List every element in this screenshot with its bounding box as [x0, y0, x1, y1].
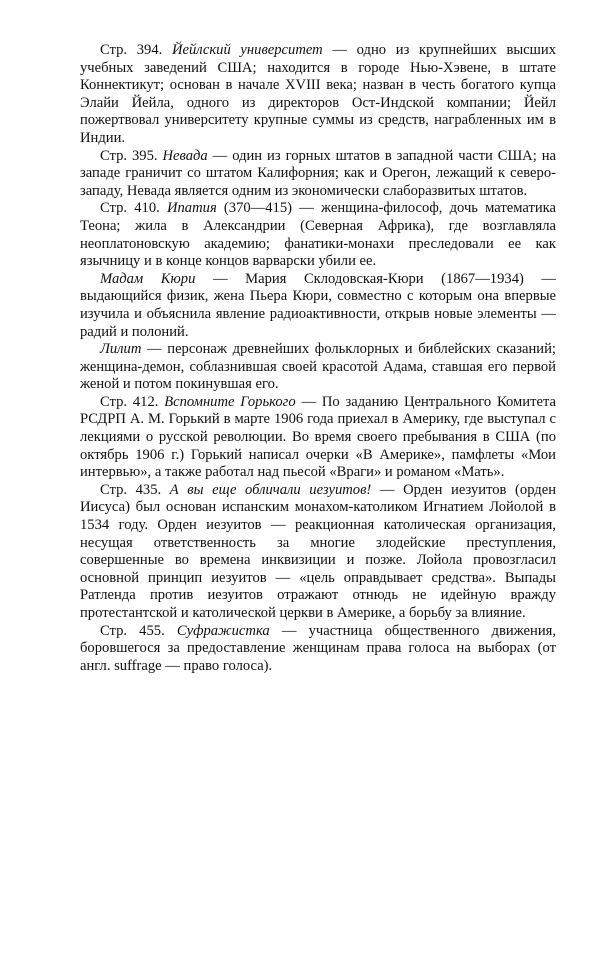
note-term: Лилит — [100, 341, 142, 358]
note-text: — персонаж древнейших фольклорных и библейских сказаний; женщина-демон, соблазнившая своей красотой Адама, ставшая его первой женой и потом покинувшая его. — [80, 341, 556, 393]
note-text: — один из горных штатов в западной части США; на западе граничит со штатом Калифорния; как и Орегон, лежащий к северо-западу, Невада является одним из экономически слаборазвитых штатов. — [80, 147, 557, 199]
note-term: А вы еще обличали иезуитов! — [169, 481, 372, 498]
note-text: — Мария Склодовская-Кюри (1867—1934) — выдающийся физик, жена Пьера Кюри, совместно с которым она впервые изучила и объяснила явление радиоактивности, открыв новые элементы — радий и полоний. — [80, 270, 557, 340]
page-reference: Стр. 435. — [100, 481, 162, 498]
note-text: — Орден иезуитов (орден Иисуса) был основан испанским монахом-католиком Игнатием Лойолой в 1534 году. Орден иезуитов — реакционная католическая организация, несущая ответственность за многие злодейские преступления, совершенные во времена инквизиции и позже. Лойола провозгласил основной принцип иезуитов — «цель оправдывает средства». Выпады Ратленда против иезуитов отражают отнюдь не идейную вражду протестантской и католической церкви в Америке, а борьбу за влияние. — [80, 481, 557, 621]
note-lilith — [80, 341, 556, 394]
note-text: — одно из крупнейших высших учебных заведений США; находится в городе Нью-Хэвене, в штате Коннектикут; основан в начале XVIII века; назван в честь богатого купца Элайи Йейла, одного из директоров Ост-Индской компании; Йейл пожертвовал университету крупные суммы из средств, награбленных им в Индии. — [80, 42, 556, 146]
note-hypatia — [80, 200, 556, 270]
note-suffragette — [80, 623, 556, 676]
notes-page — [80, 42, 556, 675]
note-madame-curie — [80, 271, 556, 341]
note-gorky — [80, 394, 556, 482]
page-reference: Стр. 395. — [100, 147, 158, 164]
note-term: Йейлский университет — [171, 42, 323, 58]
page-reference: Стр. 394. — [100, 42, 163, 58]
note-term: Вспомните Горького — [164, 393, 296, 410]
note-text: — По заданию Центрального Комитета РСДРП А. М. Горький в марте 1906 года приехал в Америку, где выступал с лекциями о русской революции. Во время своего пребывания в США (по октябрь 1906 г.) Горький написал очерки «В Америке», памфлеты «Мои интервью», а также работал над пьесой «Враги» и романом «Мать». — [80, 393, 556, 481]
note-text: (370—415) — женщина-философ, дочь математика Теона; жила в Александрии (Северная Африка), где возглавляла неоплатоновскую академию; фанатики-монахи преследовали ее как язычницу и в конце концов варварски убили ее. — [80, 200, 557, 270]
note-term: Невада — [162, 147, 208, 164]
note-nevada — [80, 148, 556, 201]
page-reference: Стр. 412. — [100, 393, 159, 410]
note-term: Суфражистка — [176, 622, 270, 639]
note-jesuits — [80, 482, 556, 623]
page-reference: Стр. 410. — [100, 200, 160, 217]
note-term: Ипатия — [166, 200, 217, 217]
note-text: — участница общественного движения, боровшегося за предоставление женщинам права голоса на выборах (от англ. suffrage — право голоса). — [80, 622, 557, 674]
note-yale-university — [80, 42, 556, 148]
note-term: Мадам Кюри — [100, 270, 196, 287]
page-reference: Стр. 455. — [100, 622, 165, 639]
